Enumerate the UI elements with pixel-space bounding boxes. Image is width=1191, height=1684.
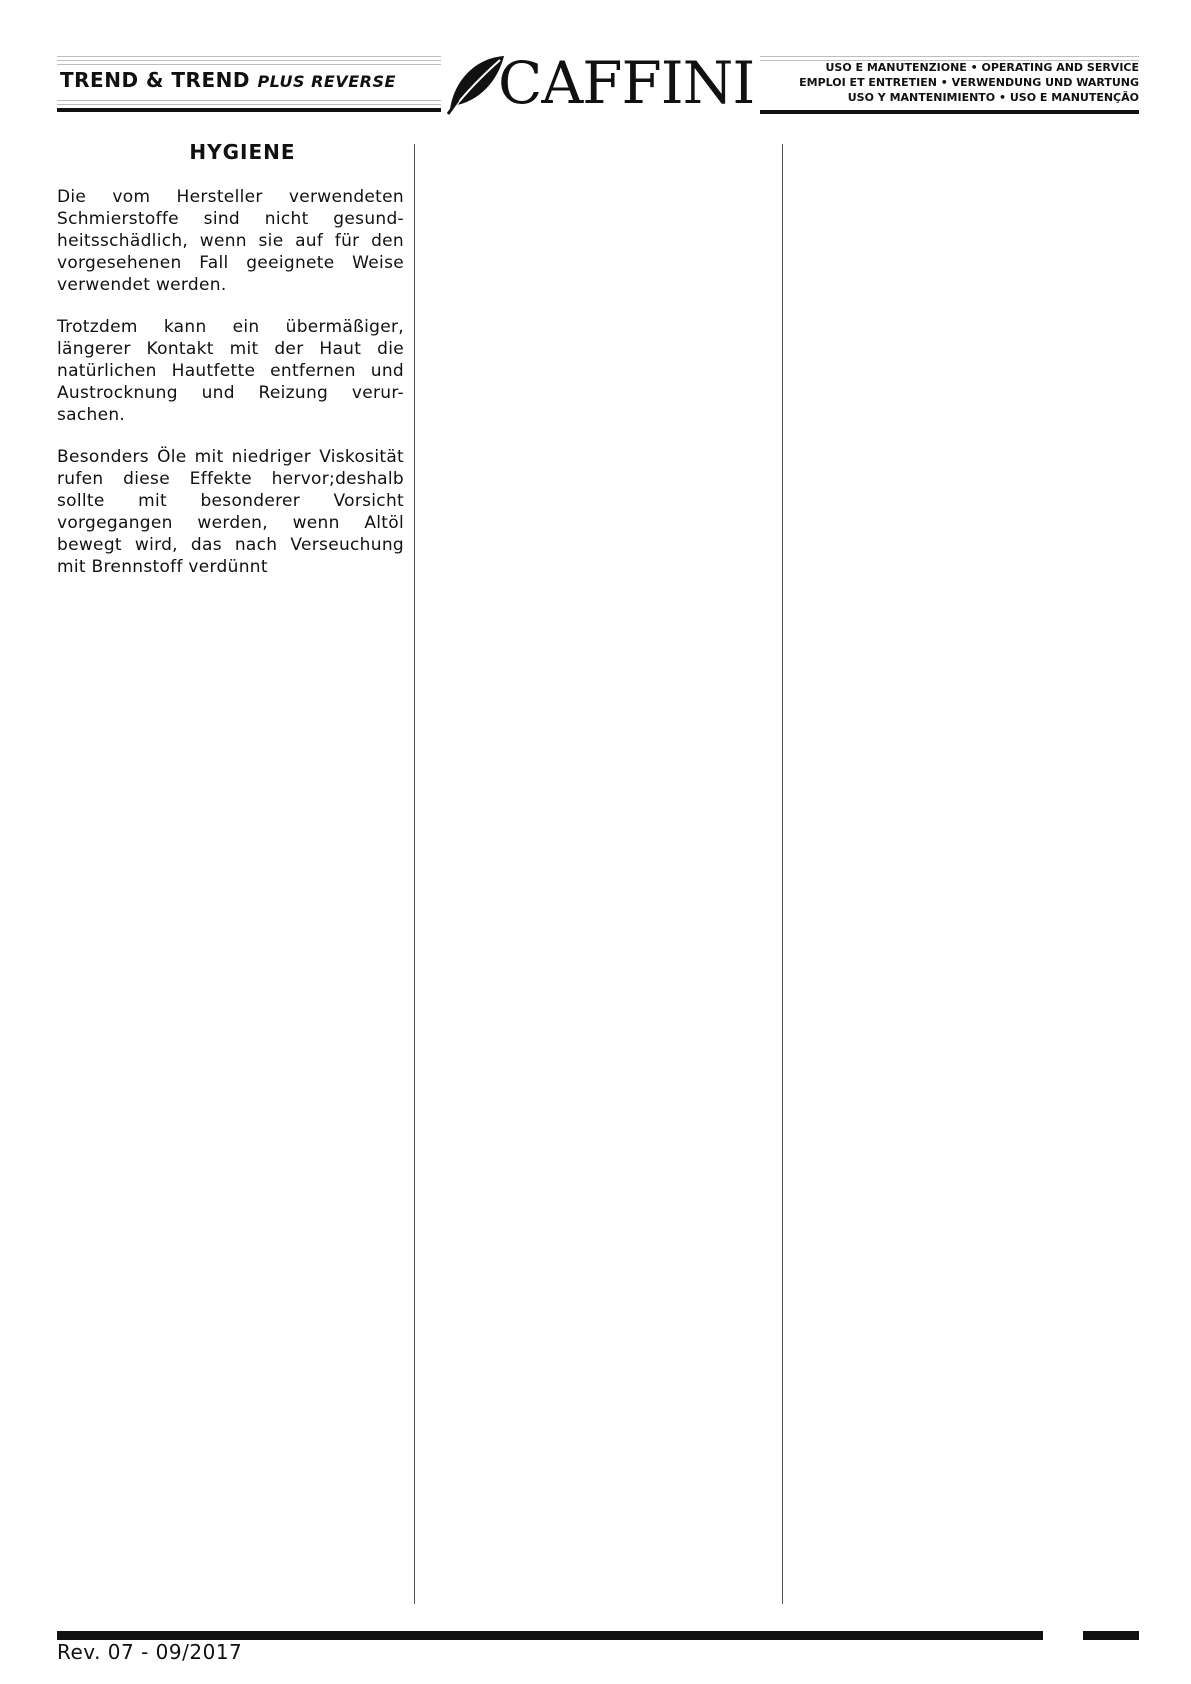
paragraph: Trotzdem kann ein übermäßiger, längerer Kontakt mit der Haut die natürlichen Hautfette entfernen und Austrocknung und Reizung verur-sachen. (57, 317, 404, 425)
manual-line: USO E MANUTENZIONE • OPERATING AND SERVICE (825, 61, 1139, 74)
model-title-block (57, 52, 441, 112)
model-title (60, 68, 396, 92)
manual-line: EMPLOI ET ENTRETIEN • VERWENDUNG UND WARTUNG (799, 76, 1139, 89)
header-rule (760, 56, 1139, 57)
manual-title-block (759, 60, 1139, 105)
column-divider (782, 144, 783, 1604)
section-title: HYGIENE (189, 140, 296, 164)
brand-name: CAFFINI (498, 49, 755, 117)
text-column (57, 140, 404, 598)
footer-bar (57, 1631, 1043, 1640)
caffini-logo (446, 50, 756, 116)
header-bar (760, 110, 1139, 114)
paragraph: Die vom Hersteller verwendeten Schmierstoffe sind nicht gesund-heitsschädlich, wenn sie auf für den vorgesehenen Fall geeignete Weise verwendet werden. (57, 187, 404, 295)
manual-line: USO Y MANTENIMIENTO • USO E MANUTENÇÃO (847, 91, 1139, 104)
leaf-icon (446, 50, 506, 116)
revision-label: Rev. 07 - 09/2017 (57, 1640, 243, 1664)
model-title-suffix: PLUS REVERSE (257, 72, 396, 91)
paragraph: Besonders Öle mit niedriger Viskosität rufen diese Effekte hervor;deshalb sollte mit besonderer Vorsicht vorgegangen werden, wenn Altöl bewegt wird, das nach Verseuchung mit Brennstoff verdünnt (57, 447, 404, 577)
column-divider (414, 144, 415, 1604)
footer-bar-tab (1083, 1631, 1139, 1640)
model-title-main: TREND & TREND (60, 68, 250, 92)
